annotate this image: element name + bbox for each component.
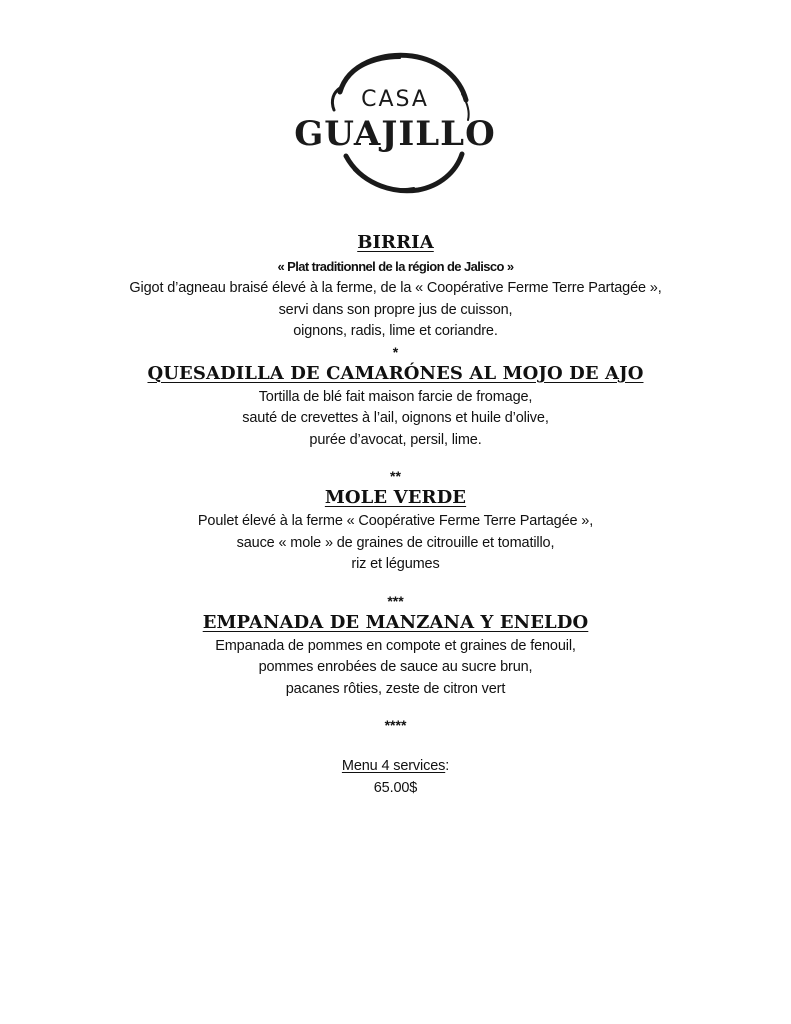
spacer bbox=[0, 734, 791, 756]
spacer bbox=[0, 451, 791, 467]
dish-subtitle: « Plat traditionnel de la région de Jalisco » bbox=[277, 259, 514, 274]
price-block bbox=[0, 756, 791, 799]
spacer bbox=[0, 576, 791, 592]
menu-price-label-row bbox=[0, 756, 791, 778]
dish-description-line: sauté de crevettes à l’ail, oignons et huile d’olive, bbox=[242, 410, 549, 426]
dish-description-line: servi dans son propre jus de cuisson, bbox=[278, 301, 513, 318]
dish-description-line: Poulet élevé à la ferme « Coopérative Ferme Terre Partagée », bbox=[197, 513, 594, 529]
course-separator: *** bbox=[387, 592, 404, 609]
logo-guajillo-text: GUAJILLO bbox=[294, 114, 496, 154]
menu-price-label: Menu 4 services bbox=[341, 758, 446, 774]
spacer bbox=[0, 700, 791, 716]
dish-description-line: Empanada de pommes en compote et graines de fenouil, bbox=[215, 637, 576, 654]
dish-description-line: Tortilla de blé fait maison farcie de fromage, bbox=[258, 388, 533, 405]
dish-quesadilla bbox=[0, 361, 791, 486]
menu-content bbox=[0, 230, 791, 799]
dish-title: EMPANADA DE MANZANA Y ENELDO bbox=[202, 611, 589, 633]
menu-price-value: 65.00$ bbox=[373, 779, 418, 796]
dish-title: BIRRIA bbox=[357, 232, 434, 253]
dish-description-line: Gigot d’agneau braisé élevé à la ferme, de la « Coopérative Ferme Terre Partagée », bbox=[129, 280, 662, 296]
course-separator: * bbox=[392, 343, 399, 360]
dish-description-line: riz et légumes bbox=[351, 556, 440, 572]
dish-birria bbox=[0, 230, 791, 361]
dish-mole-verde bbox=[0, 485, 791, 610]
dish-description-line: purée d’avocat, persil, lime. bbox=[309, 431, 482, 448]
dish-title: MOLE VERDE bbox=[324, 487, 467, 508]
casa-guajillo-logo bbox=[290, 48, 500, 198]
dish-description-line: pacanes rôties, zeste de citron vert bbox=[285, 680, 506, 697]
dish-empanada bbox=[0, 610, 791, 735]
dish-description-line: pommes enrobées de sauce au sucre brun, bbox=[258, 659, 533, 675]
menu-price-colon: : bbox=[445, 758, 450, 774]
logo-casa-text: CASA bbox=[361, 87, 429, 112]
dish-description-line: sauce « mole » de graines de citrouille et tomatillo, bbox=[236, 534, 555, 551]
dish-title: QUESADILLA DE CAMARÓNES AL MOJO DE AJO bbox=[147, 362, 644, 384]
course-separator: ** bbox=[390, 468, 401, 484]
course-separator: **** bbox=[384, 717, 407, 733]
dish-description-line: oignons, radis, lime et coriandre. bbox=[293, 323, 498, 339]
